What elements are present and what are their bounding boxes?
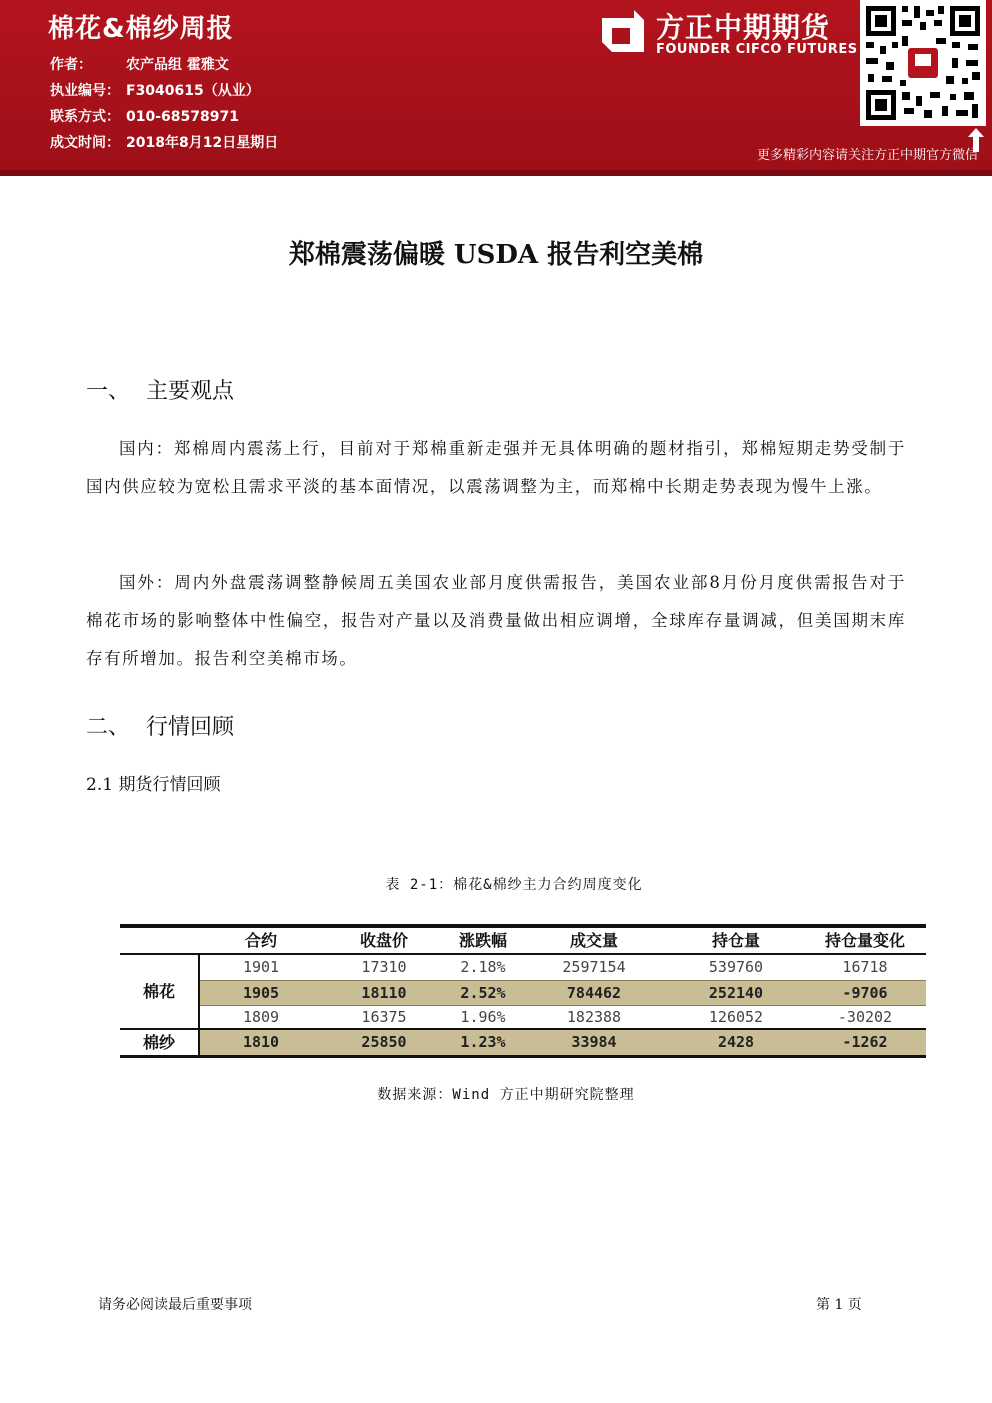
table-bottom-rule: [120, 1055, 926, 1058]
table-row: 1810 25850 1.23% 33984 2428 -1262: [200, 1030, 926, 1055]
report-header: [0, 0, 992, 170]
logo-chinese-name: 方正中期期货: [656, 11, 831, 44]
table-row: 1905 18110 2.52% 784462 252140 -9706: [200, 980, 926, 1006]
table-header-oi-change: 持仓量变化: [824, 931, 905, 950]
page-number: 第 1 页: [816, 1297, 862, 1313]
report-series-title: 棉花&棉纱周报: [48, 14, 234, 44]
subsection-heading-futures-review: 2.1 期货行情回顾: [86, 775, 221, 795]
futures-weekly-table: [120, 924, 926, 1058]
table-header-contract: 合约: [244, 931, 277, 950]
table-group-yarn: 棉纱: [142, 1033, 175, 1052]
table-group-cotton: 棉花: [142, 982, 175, 1001]
table-header-change-pct: 涨跌幅: [458, 931, 507, 950]
data-source-note: 数据来源：Wind 方正中期研究院整理: [377, 1087, 635, 1103]
logo-mark-icon: [600, 8, 646, 54]
paragraph-domestic: 国内：郑棉周内震荡上行，目前对于郑棉重新走强并无具体明确的题材指引，郑棉短期走势受制于国内供应较为宽松且需求平淡的基本面情况，以震荡调整为主，而郑棉中长期走势表现为慢牛上涨。: [86, 439, 906, 496]
meta-contact: 联系方式： 010-68578971: [50, 109, 239, 125]
table-row: 1809 16375 1.96% 182388 126052 -30202: [242, 1008, 893, 1026]
table-caption: 表 2-1：棉花&棉纱主力合约周度变化: [385, 877, 643, 893]
logo-english-name: FOUNDER CIFCO FUTURES: [656, 42, 858, 57]
wechat-follow-note: 更多精彩内容请关注方正中期官方微信: [756, 148, 978, 163]
table-header-volume: 成交量: [569, 931, 618, 950]
table-header-close: 收盘价: [359, 931, 408, 950]
paragraph-foreign: 国外：周内外盘震荡调整静候周五美国农业部月度供需报告，美国农业部8月份月度供需报告对于棉花市场的影响整体中性偏空，报告对产量以及消费量做出相应调增，全球库存量调减，但美国期末库存有所增加。报告利空美棉市场。: [86, 573, 906, 668]
meta-license: 执业编号： F3040615（从业）: [50, 83, 260, 99]
wechat-qr-code: [860, 0, 986, 126]
header-divider: [0, 170, 992, 176]
meta-date: 成文时间： 2018年8月12日星期日: [50, 135, 279, 151]
section-heading-main-views: 一、 主要观点: [86, 379, 235, 404]
section-heading-market-review: 二、 行情回顾: [86, 715, 235, 740]
document-title: 郑棉震荡偏暖 USDA 报告利空美棉: [288, 240, 704, 270]
company-logo: [600, 6, 858, 61]
footer-disclaimer-note: 请务必阅读最后重要事项: [98, 1297, 252, 1313]
table-header-open-interest: 持仓量: [711, 931, 760, 950]
table-row: 1901 17310 2.18% 2597154 539760 16718: [242, 958, 888, 976]
meta-author: 作者： 农产品组 霍雅文: [50, 57, 229, 73]
